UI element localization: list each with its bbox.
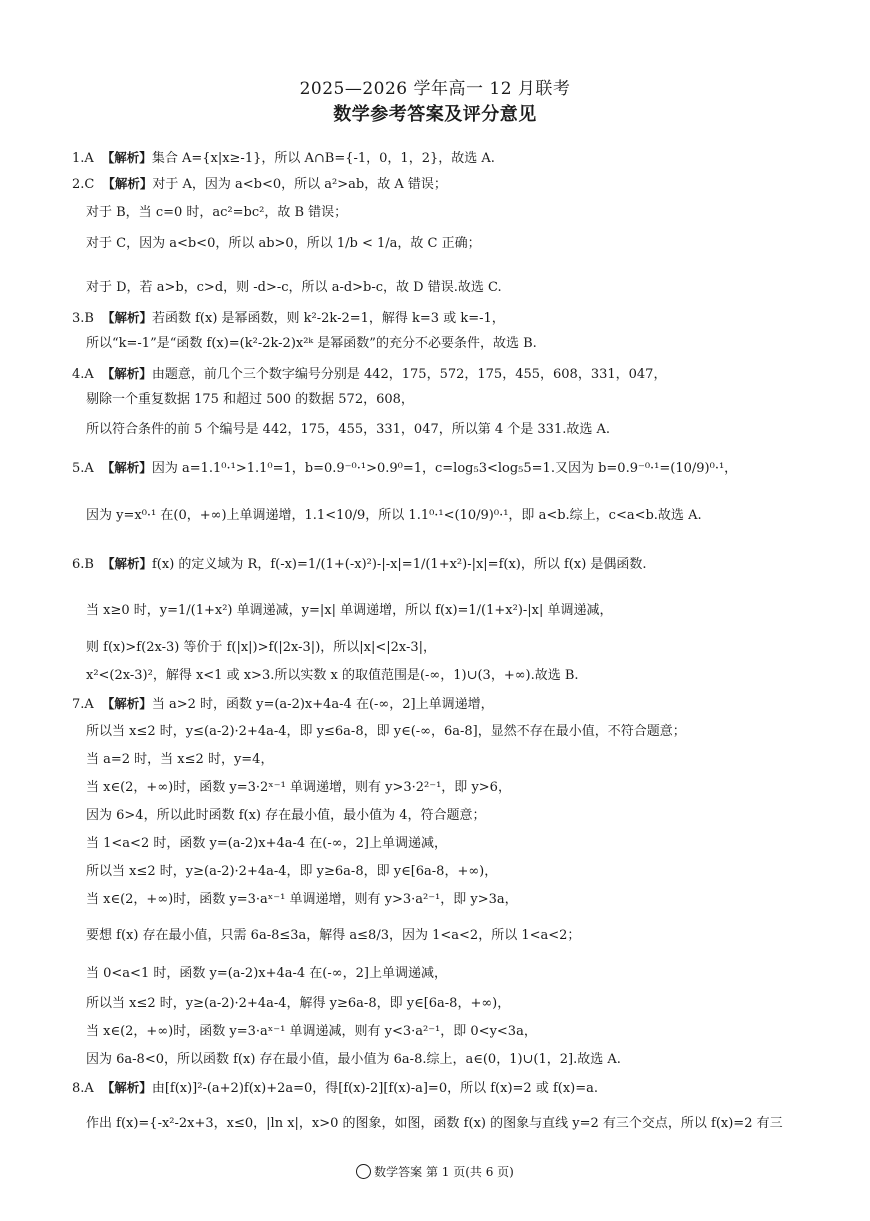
analysis-tag: 【解析】 [101,556,152,571]
answer-number: 5.A [72,461,94,476]
answer-line [86,928,580,944]
answer-text: 若函数 f(x) 是幂函数，则 k²-2k-2=1，解得 k=3 或 k=-1， [151,311,505,326]
answer-text: 要想 f(x) 存在最小值，只需 6a-8≤3a，解得 a≤8/3，因为 1<a<2，所以 1<a<2； [86,928,581,943]
answer-text: 对于 C，因为 a<b<0，所以 ab>0，所以 1/b < 1/a，故 C 正确； [86,236,481,251]
footer-text: 数学答案 第 1 页(共 6 页) [374,1165,514,1179]
answer-text: 所以“k=-1”是“函数 f(x)=(k²-2k-2)x²ᵏ 是幂函数”的充分不必要条件，故选 B. [86,336,537,351]
answer-number: 6.B [72,557,94,572]
analysis-tag: 【解析】 [101,1080,152,1095]
answer-item [72,460,737,477]
answer-text: 集合 A={x|x≥-1}，所以 A∩B={-1，0，1，2}，故选 A. [151,151,495,166]
answer-item [72,310,505,327]
answer-text: 当 0<a<1 时，函数 y=(a-2)x+4a-4 在(-∞，2]上单调递减， [86,966,447,981]
answer-line [86,603,613,619]
publisher-logo-icon [356,1164,371,1179]
answer-line [86,966,447,982]
answer-number: 7.A [72,697,94,712]
answer-text: 作出 f(x)={-x²-2x+3，x≤0，|ln x|，x>0 的图象，如图，函数 f(x) 的图象与直线 y=2 有三个交点，所以 f(x)=2 有三 [86,1116,783,1131]
answer-text: 则 f(x)>f(2x-3) 等价于 f(|x|)>f(|2x-3|)，所以|x|<|2x-3|， [86,640,437,655]
answer-line [86,836,447,852]
answer-text: 对于 D，若 a>b，c>d，则 -d>-c，所以 a-d>b-c，故 D 错误.故选 C. [86,280,502,295]
answer-line [86,1116,783,1132]
answer-text: 因为 y=x⁰·¹ 在(0，+∞)上单调递增，1.1<10/9，所以 1.1⁰·¹<(10/9)⁰·¹，即 a<b.综上，c<a<b.故选 A. [86,508,702,523]
answer-text: 当 x∈(2，+∞)时，函数 y=3·2ˣ⁻¹ 单调递增，则有 y>3·2²⁻¹，即 y>6， [86,780,511,795]
answer-number: 1.A [72,151,94,166]
answer-line [86,392,414,408]
answer-text: 当 a>2 时，函数 y=(a-2)x+4a-4 在(-∞，2]上单调递增， [151,697,494,712]
answer-text: 所以符合条件的前 5 个编号是 442，175，455，331，047，所以第 4 个是 331.故选 A. [86,422,610,437]
answer-line [86,236,481,252]
answer-text: 当 a=2 时，当 x≤2 时，y=4， [86,752,274,767]
page-subtitle: 数学参考答案及评分意见 [333,104,537,125]
answer-item [72,696,494,713]
answer-number: 4.A [72,367,94,382]
answer-number: 2.C [72,177,95,192]
answer-text: 当 x≥0 时，y=1/(1+x²) 单调递减，y=|x| 单调递增，所以 f(x)=1/(1+x²)-|x| 单调递减， [86,603,613,618]
answer-line [86,1024,537,1040]
analysis-tag: 【解析】 [101,460,152,475]
answer-text: 由[f(x)]²-(a+2)f(x)+2a=0，得[f(x)-2][f(x)-a]=0，所以 f(x)=2 或 f(x)=a. [151,1081,599,1096]
answer-text: 由题意，前几个三个数字编号分别是 442，175，572，175，455，608，331，047， [151,367,667,382]
page-title: 2025—2026 学年高一 12 月联考 [299,79,571,99]
answer-line [86,1052,621,1068]
answer-text: 剔除一个重复数据 175 和超过 500 的数据 572，608， [86,392,414,407]
analysis-tag: 【解析】 [101,310,152,325]
answer-text: 对于 B，当 c=0 时，ac²=bc²，故 B 错误； [86,205,348,220]
analysis-tag: 【解析】 [101,696,152,711]
answer-item [72,366,666,383]
answer-text: 对于 A，因为 a<b<0，所以 a²>ab，故 A 错误； [152,177,447,192]
analysis-tag: 【解析】 [101,366,152,381]
answer-text: 因为 a=1.1⁰·¹>1.1⁰=1，b=0.9⁻⁰·¹>0.9⁰=1，c=log₅3<log₅5=1.又因为 b=0.9⁻⁰·¹=(10/9)⁰·¹， [151,461,738,476]
answer-text: x²<(2x-3)²，解得 x<1 或 x>3.所以实数 x 的取值范围是(-∞，1)∪(3，+∞).故选 B. [86,668,579,683]
answer-line [86,892,518,908]
answer-text: 所以当 x≤2 时，y≥(a-2)·2+4a-4，即 y≥6a-8，即 y∈[6a-8，+∞)， [86,864,498,879]
analysis-tag: 【解析】 [102,176,153,191]
answer-text: 所以当 x≤2 时，y≥(a-2)·2+4a-4，解得 y≥6a-8，即 y∈[6a-8，+∞)， [86,996,511,1011]
answer-item [72,176,447,193]
answer-line [86,996,510,1012]
answer-text: 因为 6>4，所以此时函数 f(x) 存在最小值，最小值为 4，符合题意； [86,808,486,823]
answer-line [86,640,436,656]
answer-number: 8.A [72,1081,94,1096]
answer-line [86,280,502,296]
answer-line [86,808,486,824]
answer-line [86,205,347,221]
answer-text: 当 x∈(2，+∞)时，函数 y=3·aˣ⁻¹ 单调递增，则有 y>3·a²⁻¹，即 y>3a， [86,892,518,907]
answer-item [72,1080,598,1097]
analysis-tag: 【解析】 [101,150,152,165]
answer-text: 所以当 x≤2 时，y≤(a-2)·2+4a-4，即 y≤6a-8，即 y∈(-∞，6a-8]，显然不存在最小值，不符合题意； [86,724,686,739]
answer-text: 当 1<a<2 时，函数 y=(a-2)x+4a-4 在(-∞，2]上单调递减， [86,836,447,851]
page-footer [0,1163,870,1180]
answer-line [86,724,686,740]
answer-line [86,336,537,352]
answer-line [86,752,273,768]
answer-number: 3.B [72,311,94,326]
answer-line [86,508,702,524]
answer-item [72,150,495,167]
answer-text: f(x) 的定义域为 R，f(-x)=1/(1+(-x)²)-|-x|=1/(1+x²)-|x|=f(x)，所以 f(x) 是偶函数. [151,557,647,572]
answer-text: 因为 6a-8<0，所以函数 f(x) 存在最小值，最小值为 6a-8.综上，a∈(0，1)∪(1，2].故选 A. [86,1052,621,1067]
answer-line [86,668,579,684]
answer-text: 当 x∈(2，+∞)时，函数 y=3·aˣ⁻¹ 单调递减，则有 y<3·a²⁻¹，即 0<y<3a， [86,1024,537,1039]
answer-line [86,864,497,880]
answer-line [86,780,511,796]
answer-line [86,422,610,438]
answer-item [72,556,647,573]
